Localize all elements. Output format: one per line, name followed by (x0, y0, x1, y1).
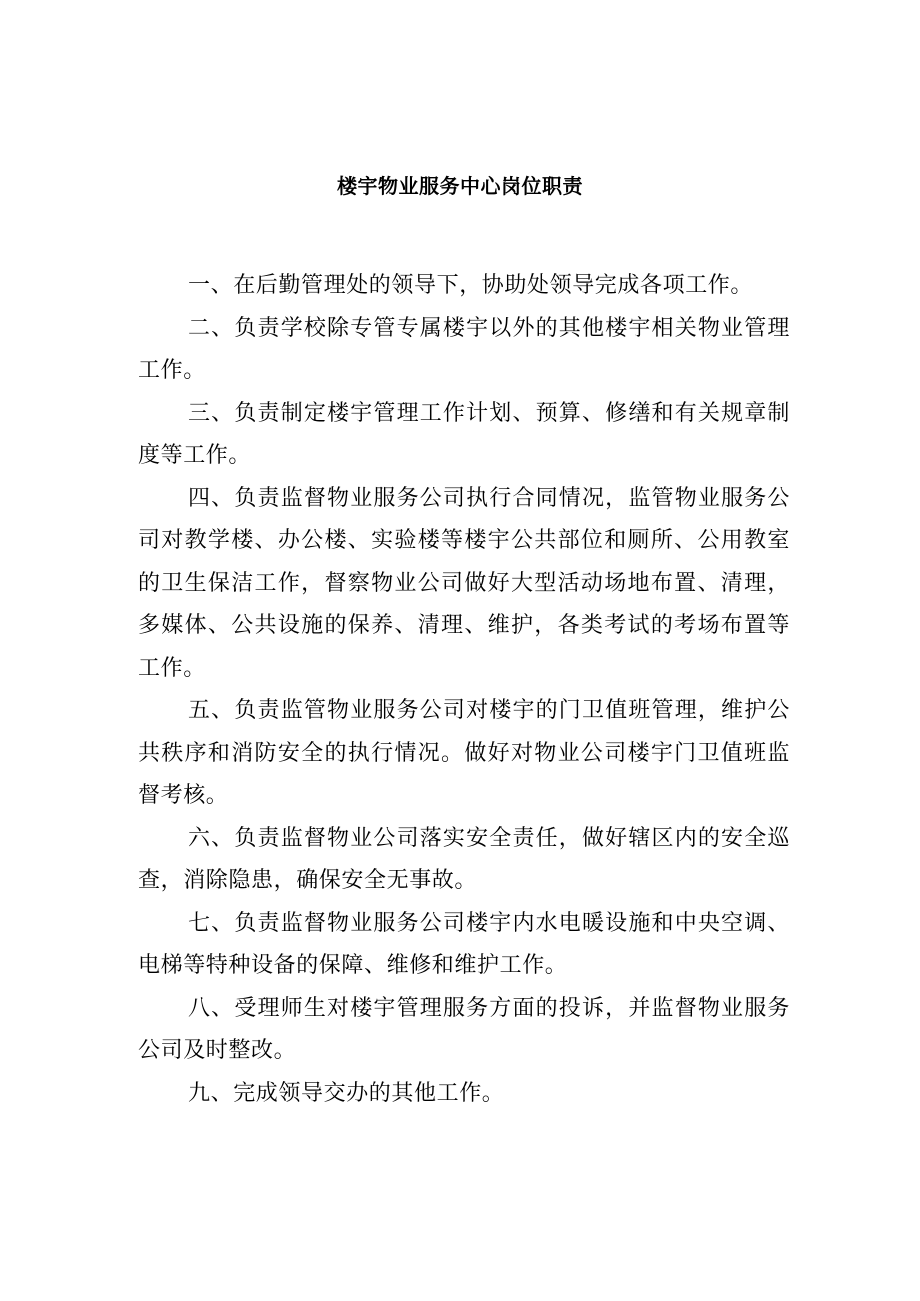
duty-item-6: 六、负责监督物业公司落实安全责任，做好辖区内的安全巡查，消除隐患，确保安全无事故。 (138, 825, 790, 893)
duty-item-3: 三、负责制定楼宇管理工作计划、预算、修缮和有关规章制度等工作。 (138, 400, 790, 468)
duty-item-7: 七、负责监督物业服务公司楼宇内水电暖设施和中央空调、电梯等特种设备的保障、维修和维护工作。 (138, 910, 790, 978)
duty-item-4: 四、负责监督物业服务公司执行合同情况，监管物业服务公司对教学楼、办公楼、实验楼等楼宇公共部位和厕所、公用教室的卫生保洁工作，督察物业公司做好大型活动场地布置、清理，多媒体、公共设施的保养、清理、维护，各类考试的考场布置等工作。 (138, 485, 790, 681)
duty-item-8: 八、受理师生对楼宇管理服务方面的投诉，并监督物业服务公司及时整改。 (138, 995, 790, 1063)
duty-item-9: 九、完成领导交办的其他工作。 (188, 1080, 505, 1106)
duty-item-5: 五、负责监管物业服务公司对楼宇的门卫值班管理，维护公共秩序和消防安全的执行情况。做好对物业公司楼宇门卫值班监督考核。 (138, 698, 790, 808)
duty-item-1: 一、在后勤管理处的领导下，协助处领导完成各项工作。 (188, 273, 754, 298)
duty-list (138, 265, 790, 1115)
duty-item-2: 二、负责学校除专管专属楼宇以外的其他楼宇相关物业管理工作。 (138, 315, 790, 383)
document-title: 楼宇物业服务中心岗位职责 (337, 174, 583, 198)
